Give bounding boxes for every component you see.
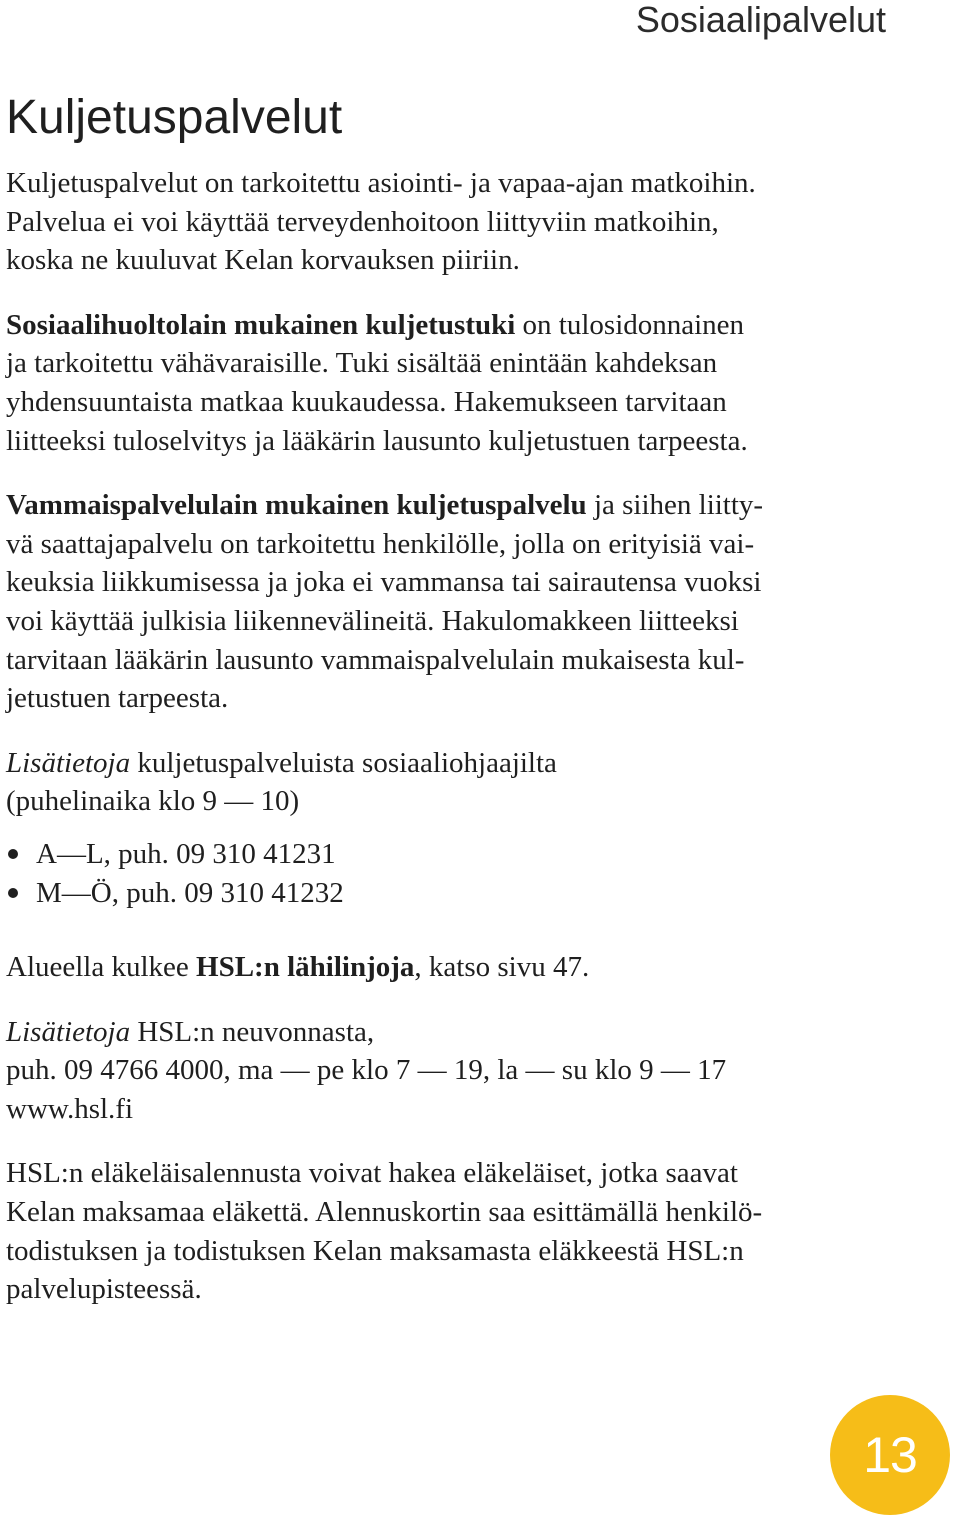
list-item — [6, 835, 896, 874]
website-link[interactable]: www.hsl.fi — [6, 1092, 134, 1125]
contact-list — [6, 835, 896, 912]
text-line: yhdensuuntaista matkaa kuukaudessa. Hakemukseen tarvitaan — [6, 385, 727, 418]
text-line — [6, 1013, 896, 1052]
more-info-paragraph — [6, 744, 896, 821]
italic-term: Lisätietoja — [6, 1015, 131, 1048]
text-line: jetustuen tarpeesta. — [6, 682, 229, 715]
text-line — [6, 948, 896, 987]
phone-hours: (puhelinaika klo 9 — 10) — [6, 785, 300, 818]
phone-hours: puh. 09 4766 4000, ma — pe klo 7 — 19, la — su klo 9 — 17 — [6, 1054, 727, 1087]
hsl-paragraph — [6, 948, 896, 987]
text-line — [6, 744, 896, 783]
intro-paragraph — [6, 164, 896, 280]
bold-term: Sosiaalihuoltolain mukainen kuljetustuki — [6, 308, 516, 341]
bold-term: Vammaispalvelulain mukainen kuljetuspalvelu — [6, 489, 587, 522]
text-line: vä saattajapalvelu on tarkoitettu henkilölle, jolla on erityisiä vai- — [6, 527, 755, 560]
text-line: HSL:n eläkeläisalennusta voivat hakea eläkeläiset, jotka saavat — [6, 1157, 738, 1190]
page-title: Kuljetuspalvelut — [6, 91, 343, 144]
hsl-info-paragraph — [6, 1013, 896, 1129]
text-span: Alueella kulkee — [6, 951, 197, 984]
text-line: voi käyttää julkisia liikennevälineitä. Hakulomakkeen liitteeksi — [6, 604, 739, 637]
text-line: tarvitaan lääkärin lausunto vammaispalvelulain mukaisesta kul- — [6, 643, 745, 676]
text-span: on tulosidonnainen — [515, 308, 745, 341]
text-line — [6, 306, 896, 345]
contact-text: A—L, puh. 09 310 41231 — [36, 837, 336, 870]
text-line — [6, 486, 896, 525]
running-header: Sosiaalipalvelut — [635, 0, 886, 40]
discount-paragraph — [6, 1154, 896, 1308]
text-line: Kuljetuspalvelut on tarkoitettu asiointi- ja vapaa-ajan matkoihin. — [6, 167, 756, 199]
text-span: ja siihen liitty- — [586, 489, 764, 522]
list-item — [6, 874, 896, 913]
bold-term: HSL:n lähilinjoja — [196, 951, 415, 984]
text-line: palvelupisteessä. — [6, 1273, 202, 1306]
text-line: Kelan maksamaa eläkettä. Alennuskortin saa esittämällä henkilö- — [6, 1196, 763, 1229]
text-line: koska ne kuuluvat Kelan korvauksen piiriin. — [6, 244, 520, 277]
italic-term: Lisätietoja — [6, 746, 131, 779]
social-welfare-transport-paragraph — [6, 306, 896, 460]
bullet-icon — [8, 888, 18, 898]
disability-transport-paragraph — [6, 486, 896, 718]
text-line: Palvelua ei voi käyttää terveydenhoitoon liittyviin matkoihin, — [6, 205, 719, 238]
contact-text: M—Ö, puh. 09 310 41232 — [36, 876, 344, 909]
page-content — [6, 88, 896, 1335]
text-span: kuljetuspalveluista sosiaaliohjaajilta — [130, 746, 557, 779]
text-line: ja tarkoitettu vähävaraisille. Tuki sisältää enintään kahdeksan — [6, 347, 718, 380]
text-span: , katso sivu 47. — [414, 951, 590, 984]
page-number: 13 — [863, 1427, 917, 1483]
text-span: HSL:n neuvonnasta, — [130, 1015, 375, 1048]
page-number-badge — [830, 1395, 950, 1515]
text-line: liitteeksi tuloselvitys ja lääkärin lausunto kuljetustuen tarpeesta. — [6, 424, 748, 457]
text-line: keuksia liikkumisessa ja joka ei vammansa tai sairautensa vuoksi — [6, 566, 762, 599]
text-line: todistuksen ja todistuksen Kelan maksamasta eläkkeestä HSL:n — [6, 1234, 744, 1267]
bullet-icon — [8, 849, 18, 859]
